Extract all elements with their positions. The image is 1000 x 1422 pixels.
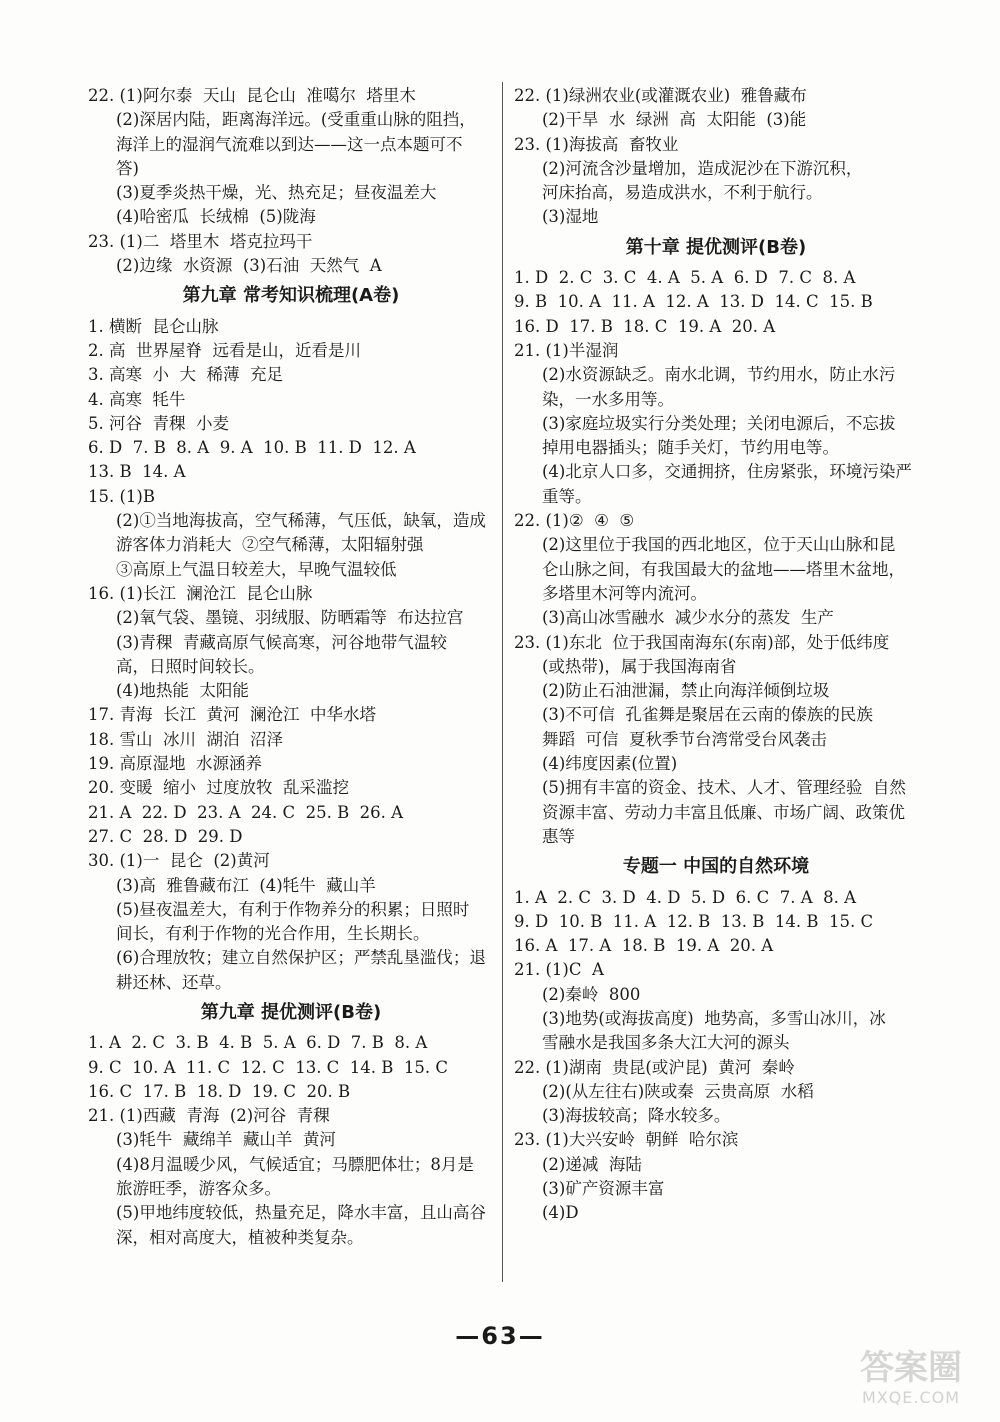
answer-continuation: 染，一水多用等。 [542, 389, 674, 409]
answer-line: 9. B 10. A 11. A 12. A 13. D 14. C 15. B [514, 292, 873, 312]
answer-continuation: 雪融水是我国多条大江大河的源头 [542, 1033, 790, 1053]
answer-continuation: (3)青稞 青藏高原气候高寒，河谷地带气温较 [116, 632, 447, 652]
answer-line: 3. 高寒 小 大 稀薄 充足 [88, 365, 283, 385]
answer-line: 21. (1)C A [514, 960, 604, 980]
answer-line: 20. 变暖 缩小 过度放牧 乱采滥挖 [88, 778, 349, 798]
answer-line: 5. 河谷 青稞 小麦 [88, 413, 229, 433]
answer-continuation: 耕还林、还草。 [116, 972, 232, 992]
answer-line: 16. (1)长江 澜沧江 昆仑山脉 [88, 583, 313, 603]
answer-continuation: (3)海拔较高；降水较多。 [542, 1106, 731, 1126]
answer-line: 27. C 28. D 29. D [88, 826, 243, 846]
answer-line: 16. A 17. A 18. B 19. A 20. A [514, 936, 774, 956]
answer-line: 30. (1)一 昆仑 (2)黄河 [88, 851, 270, 871]
answer-continuation: 答) [116, 158, 139, 178]
answer-line: 22. (1)阿尔泰 天山 昆仑山 准噶尔 塔里木 [88, 86, 416, 105]
answer-line: 21. (1)西藏 青海 (2)河谷 青稞 [88, 1106, 330, 1126]
answer-continuation: 仑山脉之间，有我国最大的盆地——塔里木盆地， [542, 559, 905, 579]
answer-line: 6. D 7. B 8. A 9. A 10. B 11. D 12. A [88, 438, 416, 458]
answer-line: 1. A 2. C 3. D 4. D 5. D 6. C 7. A 8. A [514, 887, 857, 907]
answer-continuation: (3)高 雅鲁藏布江 (4)牦牛 藏山羊 [116, 875, 376, 895]
answer-line: 15. (1)B [88, 486, 155, 506]
answer-continuation: (4)北京人口多，交通拥挤，住房紧张，环境污染严 [542, 462, 912, 482]
answer-continuation: (2)秦岭 800 [542, 984, 641, 1004]
answer-continuation: 惠等 [542, 826, 575, 846]
answer-continuation: 河床抬高，易造成洪水，不利于航行。 [542, 183, 823, 203]
answer-line: 22. (1)湖南 贵昆(或沪昆) 黄河 秦岭 [514, 1057, 795, 1077]
answer-continuation: 资源丰富、劳动力丰富且低廉、市场广阔、政策优 [542, 802, 905, 822]
answer-continuation: (3)矿产资源丰富 [542, 1179, 665, 1199]
answer-continuation: (2)这里位于我国的西北地区，位于天山山脉和昆 [542, 535, 896, 555]
left-column [88, 84, 494, 1250]
answer-line: 13. B 14. A [88, 462, 186, 482]
answer-continuation: (5)拥有丰富的资金、技术、人才、管理经验 自然 [542, 778, 906, 798]
column-divider [502, 82, 503, 1282]
answer-line: 16. D 17. B 18. C 19. A 20. A [514, 316, 776, 336]
answer-continuation: (3)不可信 孔雀舞是聚居在云南的傣族的民族 [542, 705, 873, 725]
answer-line: 1. A 2. C 3. B 4. B 5. A 6. D 7. B 8. A [88, 1033, 428, 1053]
answer-continuation: (6)合理放牧；建立自然保护区；严禁乱垦滥伐；退 [116, 948, 486, 968]
answer-continuation: (2)干旱 水 绿洲 高 太阳能 (3)能 [542, 110, 807, 130]
answer-continuation: (2)边缘 水资源 (3)石油 天然气 A [116, 256, 382, 276]
answer-continuation: (3)牦牛 藏绵羊 藏山羊 黄河 [116, 1130, 336, 1150]
answer-continuation: (4)D [542, 1203, 579, 1223]
answer-line: 4. 高寒 牦牛 [88, 389, 186, 409]
answer-continuation: (2)河流含沙量增加，造成泥沙在下游沉积， [542, 158, 863, 178]
page-number: —63— [455, 1322, 545, 1350]
answer-continuation: 旅游旺季，游客众多。 [116, 1179, 281, 1199]
answer-line: 1. 横断 昆仑山脉 [88, 316, 219, 336]
answer-line: 19. 高原湿地 水源涵养 [88, 754, 262, 774]
answer-line: 21. (1)半湿润 [514, 340, 619, 360]
answer-continuation: (2)①当地海拔高，空气稀薄，气压低，缺氧，造成 [116, 511, 486, 531]
answer-continuation: (4)地热能 太阳能 [116, 681, 249, 701]
answer-line: 23. (1)东北 位于我国南海东(东南)部，处于低纬度 [514, 632, 890, 652]
answer-continuation: (2)防止石油泄漏，禁止向海洋倾倒垃圾 [542, 681, 830, 701]
answer-continuation: ③高原上气温日较差大，早晚气温较低 [116, 559, 397, 579]
answer-line: 9. C 10. A 11. C 12. C 13. C 14. B 15. C [88, 1057, 449, 1077]
answer-continuation: (5)甲地纬度较低，热量充足，降水丰富，且山高谷 [116, 1203, 486, 1223]
answer-continuation: (5)昼夜温差大，有利于作物养分的积累；日照时 [116, 899, 470, 919]
answer-continuation: (2)递减 海陆 [542, 1154, 642, 1174]
answer-line: 17. 青海 长江 黄河 澜沧江 中华水塔 [88, 705, 376, 725]
answer-continuation: (4)纬度因素(位置) [542, 754, 678, 774]
answer-line: 18. 雪山 冰川 湖泊 沼泽 [88, 729, 283, 749]
section-heading: 第十章 提优测评(B卷) [625, 236, 807, 258]
answer-continuation: 高，日照时间较长。 [116, 656, 265, 676]
answer-continuation: 间长，有利于作物的光合作用，生长期长。 [116, 924, 430, 944]
answer-line: 22. (1)绿洲农业(或灌溉农业) 雅鲁藏布 [514, 86, 807, 105]
answer-line: 2. 高 世界屋脊 远看是山，近看是川 [88, 340, 361, 360]
answer-continuation: (或热带)，属于我国海南省 [542, 656, 737, 676]
section-heading: 第九章 常考知识梳理(A卷) [182, 285, 400, 307]
answer-continuation: 多塔里木河等内流河。 [542, 583, 707, 603]
answer-continuation: (2)深居内陆，距离海洋远。(受重重山脉的阻挡， [116, 110, 476, 130]
watermark-title: 答案圈 [860, 1348, 962, 1388]
answer-line: 1. D 2. C 3. C 4. A 5. A 6. D 7. C 8. A [514, 268, 856, 288]
answer-line: 9. D 10. B 11. A 12. B 13. B 14. B 15. C [514, 911, 874, 931]
answer-continuation: 游客体力消耗大 ②空气稀薄，太阳辐射强 [116, 535, 424, 555]
watermark-logo [836, 1348, 986, 1414]
answer-continuation: (4)哈密瓜 长绒棉 (5)陇海 [116, 207, 316, 227]
answer-continuation: (3)家庭垃圾实行分类处理；关闭电源后，不忘拔 [542, 413, 896, 433]
watermark-url: MXQE.COM [861, 1388, 961, 1407]
answer-line: 22. (1)② ④ ⑤ [514, 511, 635, 531]
answer-continuation: (3)高山冰雪融水 减少水分的蒸发 生产 [542, 608, 834, 628]
answer-continuation: (3)地势(或海拔高度) 地势高，多雪山冰川，冰 [542, 1008, 886, 1028]
section-heading: 专题一 中国的自然环境 [622, 856, 810, 878]
answer-line: 16. C 17. B 18. D 19. C 20. B [88, 1081, 351, 1101]
answer-continuation: (2)水资源缺乏。南水北调，节约用水，防止水污 [542, 365, 896, 385]
right-column [514, 84, 918, 1226]
section-heading: 第九章 提优测评(B卷) [200, 1001, 382, 1023]
answer-continuation: 深，相对高度大，植被种类复杂。 [116, 1227, 364, 1247]
answer-continuation: 掉用电器插头；随手关灯，节约用电等。 [542, 438, 839, 458]
answer-continuation: 重等。 [542, 486, 592, 506]
answer-continuation: (2)(从左往右)陕或秦 云贵高原 水稻 [542, 1081, 814, 1101]
answer-line: 23. (1)二 塔里木 塔克拉玛干 [88, 231, 313, 251]
answer-line: 23. (1)海拔高 畜牧业 [514, 134, 679, 154]
answer-continuation: (4)8月温暖少风，气候适宜；马膘肥体壮；8月是 [116, 1154, 474, 1174]
answer-continuation: (3)湿地 [542, 207, 599, 227]
answer-continuation: 舞蹈 可信 夏秋季节台湾常受台风袭击 [542, 729, 827, 749]
answer-continuation: (3)夏季炎热干燥，光、热充足；昼夜温差大 [116, 183, 437, 203]
answer-continuation: (2)氧气袋、墨镜、羽绒服、防晒霜等 布达拉宫 [116, 608, 464, 628]
answer-line: 21. A 22. D 23. A 24. C 25. B 26. A [88, 802, 404, 822]
answer-continuation: 海洋上的湿润气流难以到达——这一点本题可不 [116, 134, 463, 154]
answer-line: 23. (1)大兴安岭 朝鲜 哈尔滨 [514, 1130, 739, 1150]
